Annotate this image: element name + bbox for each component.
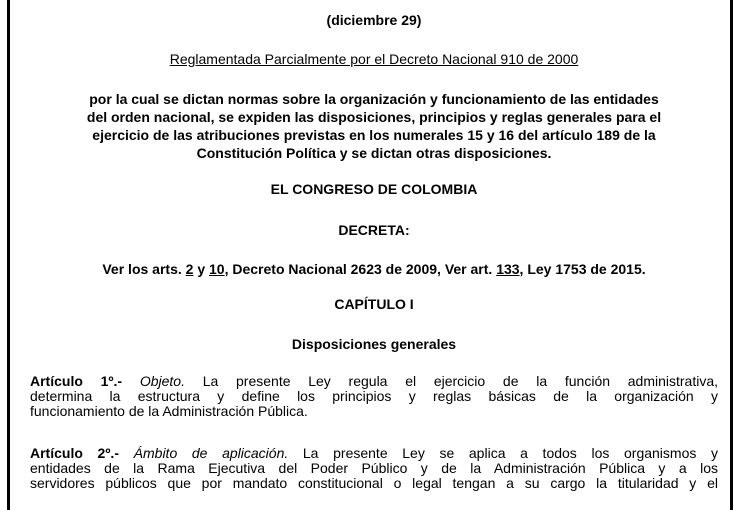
article-2-text: La presente Ley se aplica a todos los organismos y [288, 445, 719, 461]
law-summary-line: ejercicio de las atribuciones previstas en los numerales 15 y 16 del artículo 189 de la [92, 127, 656, 143]
regulation-note[interactable] [30, 51, 718, 68]
article-2-line [30, 446, 718, 461]
document-date: (diciembre 29) [326, 12, 422, 28]
law-summary-line: Constitución Política y se dictan otras disposiciones. [196, 145, 552, 161]
article-2 [30, 446, 718, 491]
article-1-line: funcionamiento de la Administración Pública. [30, 403, 308, 419]
article-2-line: entidades de la Rama Ejecutiva del Poder Público y de la Administración Pública y a los [30, 460, 718, 476]
references-prefix: Ver los arts. [102, 261, 186, 277]
chapter-title: CAPÍTULO I [334, 296, 414, 312]
references-suffix: , Ley 1753 de 2015. [519, 261, 646, 277]
article-1-heading: Objeto. [139, 373, 185, 389]
chapter-subtitle: Disposiciones generales [291, 336, 457, 352]
article-133-link[interactable]: 133 [496, 261, 520, 277]
article-2-line: servidores públicos que por mandato constitucional o legal tengan a su cargo la titularidad y el [30, 475, 718, 491]
references-middle: , Decreto Nacional 2623 de 2009, Ver art. [224, 261, 497, 277]
article-1-label: Artículo 1º.- [30, 373, 123, 389]
law-summary [30, 90, 718, 162]
regulation-note-link[interactable]: Reglamentada Parcialmente por el Decreto Nacional 910 de 2000 [169, 51, 579, 67]
article-10-link[interactable]: 10 [209, 261, 225, 277]
article-2-heading: Ámbito de aplicación. [133, 445, 289, 461]
congress-heading: EL CONGRESO DE COLOMBIA [270, 181, 478, 197]
article-2-link[interactable]: 2 [185, 261, 194, 277]
decreta-heading: DECRETA: [338, 222, 410, 238]
law-summary-line: por la cual se dictan normas sobre la organización y funcionamiento de las entidades [89, 91, 659, 107]
law-summary-line: del orden nacional, se expiden las disposiciones, principios y reglas generales para el [86, 109, 662, 125]
references-and: y [193, 261, 210, 277]
article-1 [30, 374, 718, 419]
article-1-line: determina la estructura y define los principios y reglas básicas de la organización y [30, 388, 718, 404]
references-line [30, 261, 718, 278]
article-2-label: Artículo 2º.- [30, 445, 119, 461]
article-1-line [30, 374, 718, 389]
article-1-text: La presente Ley regula el ejercicio de la función administrativa, [184, 373, 719, 389]
document-frame [7, 0, 733, 510]
